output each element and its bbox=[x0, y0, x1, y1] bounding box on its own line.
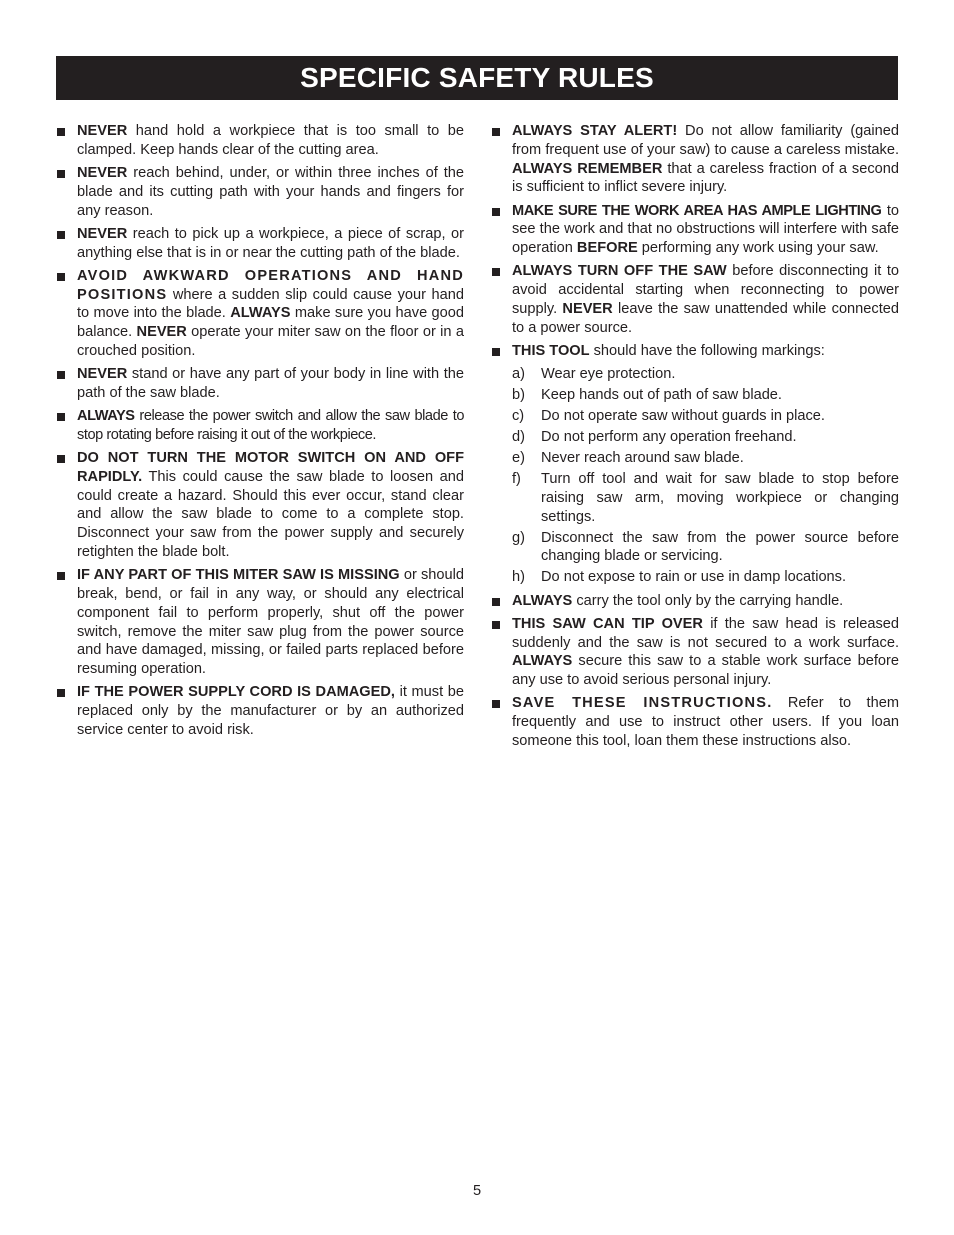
marking-item bbox=[491, 568, 899, 587]
emphasis: NEVER bbox=[77, 366, 128, 383]
list-item bbox=[491, 615, 899, 690]
item-text: where a sudden slip could cause your hand to move into the blade. bbox=[77, 286, 464, 322]
marking-letter: a) bbox=[512, 366, 525, 383]
item-text: if the saw head is released suddenly and the saw is not secured to a work surface. bbox=[512, 615, 899, 651]
square-bullet-icon bbox=[57, 128, 65, 136]
item-text: performing any work using your saw. bbox=[637, 240, 879, 257]
emphasis: THIS TOOL bbox=[512, 342, 590, 359]
item-text: Refer to them frequently and use to instruct other users. If you loan someone this tool, loan them these instructions also. bbox=[512, 695, 899, 749]
emphasis: BEFORE bbox=[576, 240, 638, 257]
item-text: reach to pick up a workpiece, a piece of scrap, or anything else that is in or near the cutting path of the blade. bbox=[77, 225, 464, 261]
emphasis: ALWAYS bbox=[230, 305, 291, 322]
list-item bbox=[491, 262, 899, 337]
item-text: reach behind, under, or within three inches of the blade and its cutting path with your hands and fingers for any reason. bbox=[77, 164, 464, 219]
emphasis: NEVER bbox=[562, 300, 613, 317]
emphasis: AVOID AWKWARD OPERATIONS AND HAND POSITIONS bbox=[77, 267, 464, 303]
list-item bbox=[491, 592, 899, 611]
item-text: leave the saw unattended while connected to a power source. bbox=[512, 300, 899, 336]
square-bullet-icon bbox=[492, 598, 500, 606]
square-bullet-icon bbox=[57, 455, 65, 463]
marking-item bbox=[491, 470, 899, 526]
marking-letter: g) bbox=[512, 529, 525, 546]
square-bullet-icon bbox=[57, 413, 65, 421]
square-bullet-icon bbox=[492, 348, 500, 356]
square-bullet-icon bbox=[57, 273, 65, 281]
list-item bbox=[491, 342, 899, 361]
emphasis: ALWAYS STAY ALERT! bbox=[512, 123, 678, 139]
emphasis: NEVER bbox=[77, 164, 128, 181]
item-text: make sure you have good balance. bbox=[77, 305, 464, 341]
item-text: carry the tool only by the carrying handle. bbox=[572, 592, 844, 609]
marking-item bbox=[491, 529, 899, 567]
item-text: that a careless fraction of a second is sufficient to inflict severe injury. bbox=[512, 160, 899, 196]
item-text: or should break, bend, or fail in any way, or should any electrical component fail to perform properly, shut off the power switch, remove the miter saw plug from the power source and have damaged, missing, or failed parts replaced before resuming operation. bbox=[77, 567, 465, 678]
emphasis: THIS SAW CAN TIP OVER bbox=[512, 615, 703, 632]
list-item bbox=[56, 449, 464, 562]
left-column bbox=[56, 122, 464, 744]
item-text: hand hold a workpiece that is too small to be clamped. Keep hands clear of the cutting area. bbox=[77, 123, 464, 158]
item-text: operate your miter saw on the floor or in a crouched position. bbox=[77, 324, 464, 359]
list-item bbox=[491, 202, 899, 258]
list-item bbox=[56, 225, 464, 263]
emphasis: NEVER bbox=[77, 123, 128, 139]
marking-item bbox=[491, 407, 899, 426]
list-item bbox=[56, 267, 464, 361]
item-text: This could cause the saw blade to loosen and could create a hazard. Should this ever occur, stand clear and allow the saw blade to come to a complete stop. Disconnect your saw from the power supply and securely retighten the blade bolt. bbox=[77, 468, 464, 561]
emphasis: SAVE THESE INSTRUCTIONS. bbox=[512, 695, 773, 712]
marking-item bbox=[491, 449, 899, 468]
item-text: it must be replaced only by the manufacturer or by an authorized service center to avoid risk. bbox=[77, 684, 464, 739]
marking-text: Do not operate saw without guards in place. bbox=[541, 408, 825, 425]
marking-text: Never reach around saw blade. bbox=[541, 450, 744, 467]
emphasis: DO NOT TURN THE MOTOR SWITCH ON AND OFF RAPIDLY. bbox=[77, 450, 464, 485]
marking-letter: h) bbox=[512, 569, 525, 586]
item-text: should have the following markings: bbox=[589, 342, 825, 359]
marking-text: Keep hands out of path of saw blade. bbox=[541, 387, 782, 404]
square-bullet-icon bbox=[492, 268, 500, 276]
square-bullet-icon bbox=[492, 700, 500, 708]
emphasis: ALWAYS bbox=[77, 408, 135, 425]
marking-text: Wear eye protection. bbox=[541, 366, 676, 383]
square-bullet-icon bbox=[57, 371, 65, 379]
marking-letter: e) bbox=[512, 450, 525, 467]
square-bullet-icon bbox=[57, 170, 65, 178]
square-bullet-icon bbox=[57, 231, 65, 239]
item-text: before disconnecting it to avoid accidental starting when reconnecting to power supply. bbox=[512, 263, 899, 317]
emphasis: ALWAYS bbox=[512, 592, 573, 609]
marking-letter: d) bbox=[512, 429, 525, 446]
marking-item bbox=[491, 365, 899, 384]
marking-item bbox=[491, 428, 899, 447]
emphasis: IF THE POWER SUPPLY CORD IS DAMAGED, bbox=[77, 684, 395, 701]
square-bullet-icon bbox=[57, 689, 65, 697]
list-item bbox=[56, 683, 464, 739]
marking-letter: b) bbox=[512, 387, 525, 404]
marking-item bbox=[491, 386, 899, 405]
markings-list bbox=[491, 365, 899, 587]
emphasis: NEVER bbox=[136, 324, 187, 341]
emphasis: ALWAYS TURN OFF THE SAW bbox=[512, 263, 727, 280]
item-text: Do not allow familiarity (gained from frequent use of your saw) to cause a careless mistake. bbox=[512, 123, 900, 158]
marking-letter: f) bbox=[512, 471, 521, 488]
list-item bbox=[56, 407, 464, 445]
list-item bbox=[491, 122, 899, 197]
marking-text: Do not perform any operation freehand. bbox=[541, 429, 797, 446]
emphasis: ALWAYS bbox=[512, 653, 573, 670]
marking-text: Disconnect the saw from the power source before changing blade or servicing. bbox=[541, 529, 899, 565]
marking-text: Do not expose to rain or use in damp locations. bbox=[541, 569, 847, 586]
list-item bbox=[56, 164, 464, 220]
item-text: release the power switch and allow the saw blade to stop rotating before raising it out of the workpiece. bbox=[77, 408, 464, 443]
list-item bbox=[56, 566, 464, 679]
square-bullet-icon bbox=[492, 208, 500, 216]
square-bullet-icon bbox=[57, 572, 65, 580]
list-item bbox=[491, 694, 899, 750]
emphasis: MAKE SURE THE WORK AREA HAS AMPLE LIGHTING bbox=[512, 202, 882, 219]
page-title: SPECIFIC SAFETY RULES bbox=[56, 56, 898, 100]
square-bullet-icon bbox=[492, 128, 500, 136]
marking-text: Turn off tool and wait for saw blade to stop before raising saw arm, moving workpiece or changing settings. bbox=[541, 471, 899, 525]
square-bullet-icon bbox=[492, 621, 500, 629]
marking-letter: c) bbox=[512, 408, 525, 425]
list-item bbox=[56, 365, 464, 403]
emphasis: IF ANY PART OF THIS MITER SAW IS MISSING bbox=[77, 567, 400, 584]
item-text: stand or have any part of your body in line with the path of the saw blade. bbox=[77, 366, 464, 401]
emphasis: NEVER bbox=[77, 225, 128, 242]
page-number: 5 bbox=[472, 1183, 482, 1199]
item-text: to see the work and that no obstructions will interfere with safe operation bbox=[512, 202, 899, 257]
right-column bbox=[491, 122, 899, 755]
list-item bbox=[56, 122, 464, 160]
emphasis: ALWAYS REMEMBER bbox=[512, 160, 663, 177]
item-text: secure this saw to a stable work surface before any use to avoid serious personal injury. bbox=[512, 653, 899, 689]
